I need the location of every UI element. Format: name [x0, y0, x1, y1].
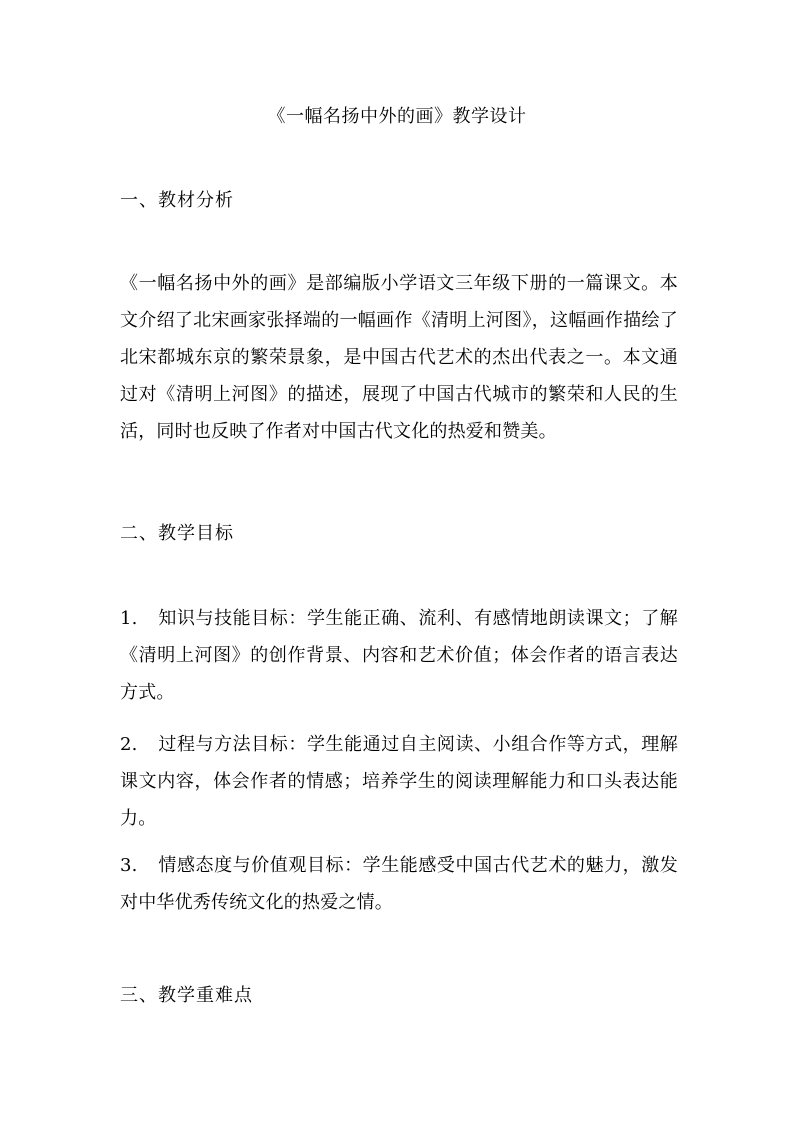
- objective-number: 3.: [120, 855, 138, 876]
- analysis-paragraph: 《一幅名扬中外的画》是部编版小学语文三年级下册的一篇课文。本文介绍了北宋画家张择端的一幅画作《清明上河图》，这幅画作描绘了北宋都城东京的繁荣景象，是中国古代艺术的杰出代表之一。本文通过对《清明上河图》的描述，展现了中国古代城市的繁荣和人民的生活，同时也反映了作者对中国古代文化的热爱和赞美。: [120, 273, 678, 442]
- objective-text: 知识与技能目标：学生能正确、流利、有感情地朗读课文；了解《清明上河图》的创作背景、内容和艺术价值；体会作者的语言表达方式。: [120, 608, 678, 703]
- objective-number: 1.: [120, 608, 138, 629]
- section-heading-objectives: 二、教学目标: [120, 523, 234, 544]
- objective-item-3: [120, 847, 678, 921]
- section-heading-key-points: 三、教学重难点: [120, 985, 253, 1006]
- objective-item-1: [120, 600, 678, 711]
- document-title: 《一幅名扬中外的画》教学设计: [267, 106, 527, 127]
- objective-number: 2.: [120, 734, 138, 755]
- objective-text: 过程与方法目标：学生能通过自主阅读、小组合作等方式，理解课文内容，体会作者的情感；培养学生的阅读理解能力和口头表达能力。: [120, 734, 678, 829]
- section-heading-analysis: 一、教材分析: [120, 190, 234, 211]
- objective-item-2: [120, 726, 678, 837]
- objective-text: 情感态度与价值观目标：学生能感受中国古代艺术的魅力，激发对中华优秀传统文化的热爱之情。: [120, 855, 678, 913]
